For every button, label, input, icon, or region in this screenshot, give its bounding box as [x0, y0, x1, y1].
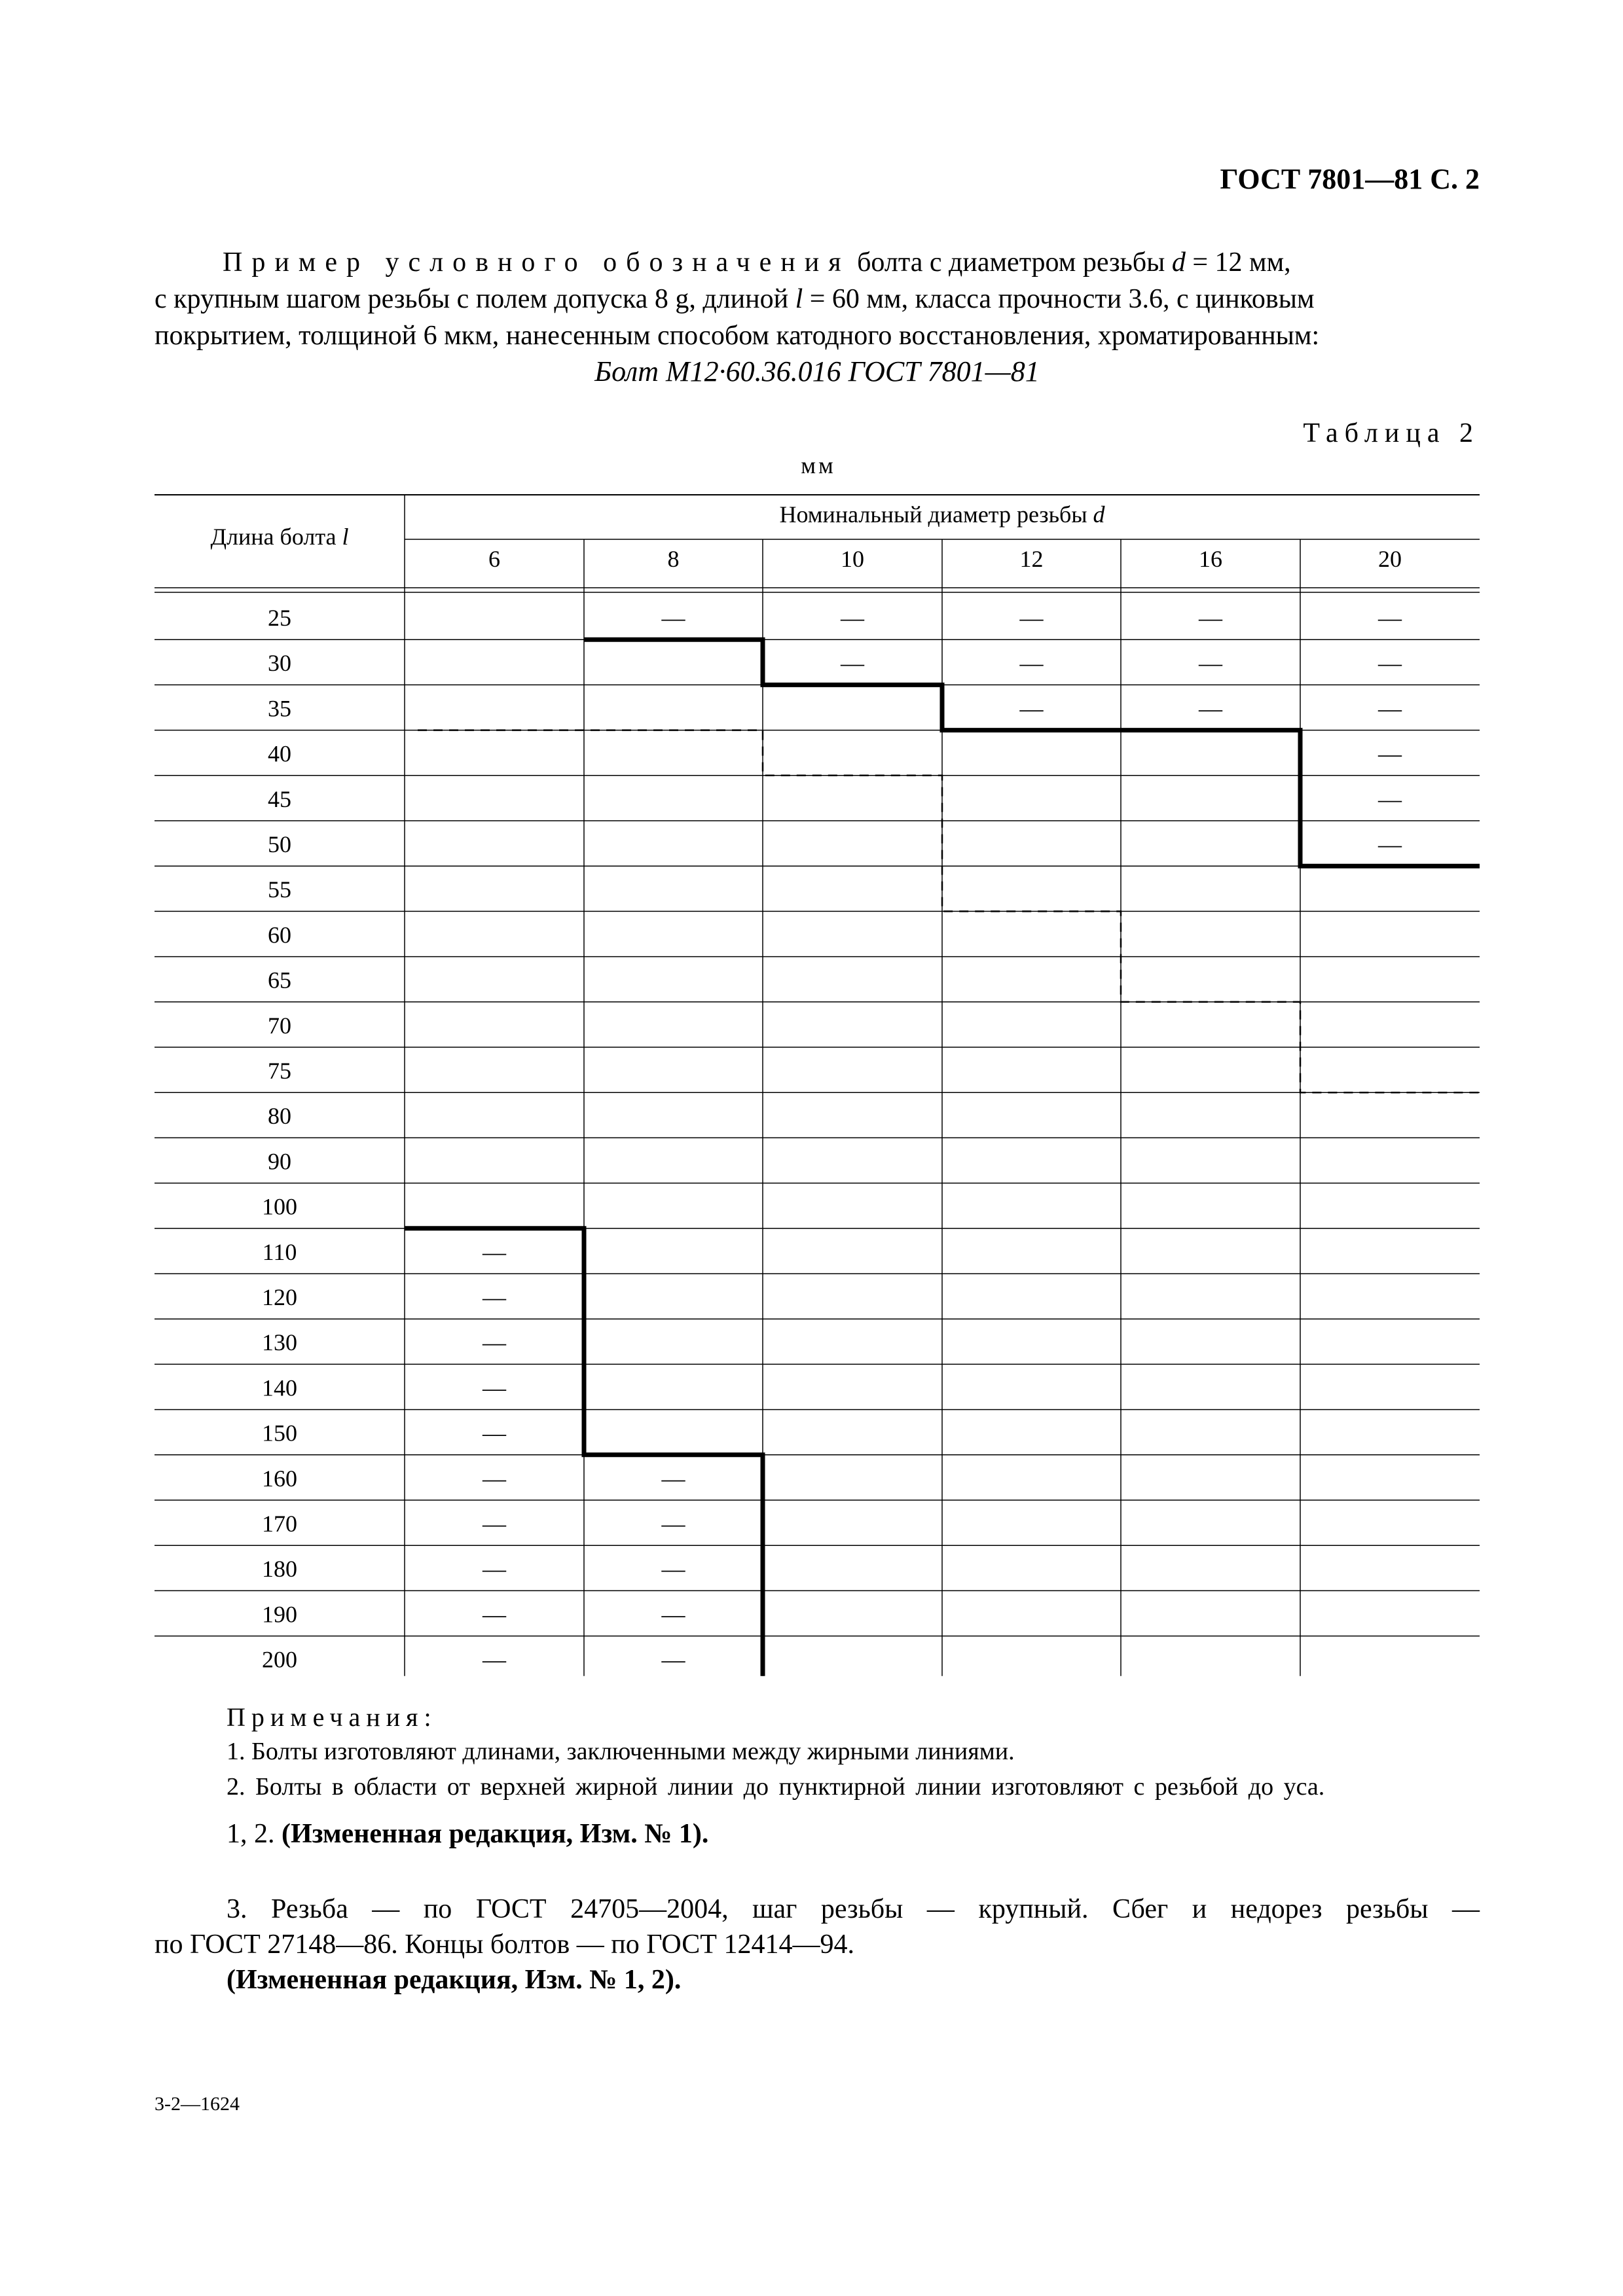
- intro-line-3: покрытием, толщиной 6 мкм, нанесенным способом катодного восстановления, хроматированным:: [155, 321, 1320, 351]
- column-header-d10: 10: [841, 546, 864, 572]
- length-cell-40: 40: [268, 740, 291, 767]
- dash-cell: —: [483, 1374, 506, 1401]
- dash-cell: —: [661, 1465, 685, 1492]
- length-cell-140: 140: [262, 1374, 297, 1401]
- length-cell-30: 30: [268, 650, 291, 677]
- length-cell-90: 90: [268, 1148, 291, 1175]
- note-2: 2. Болты в области от верхней жирной линии до пунктирной линии изготовляют с резьбой до уса.: [227, 1773, 1325, 1801]
- example-designation: Болт М12·60.36.016 ГОСТ 7801—81: [594, 355, 1040, 387]
- section-3-amendment: (Измененная редакция, Изм. № 1, 2).: [227, 1965, 682, 1995]
- dash-cell: —: [483, 1284, 506, 1310]
- dash-cell: —: [1378, 831, 1402, 857]
- dash-cell: —: [661, 1601, 685, 1628]
- intro-line2-b: = 60 мм, класса прочности 3.6, с цинковым: [809, 284, 1315, 314]
- column-header-d6: 6: [488, 546, 500, 572]
- dash-cell: —: [1199, 695, 1222, 722]
- dash-cell: —: [483, 1465, 506, 1492]
- dash-cell: —: [483, 1556, 506, 1583]
- l-variable: l: [795, 284, 803, 314]
- page-header: ГОСТ 7801—81 С. 2: [1220, 163, 1480, 195]
- length-cell-160: 160: [262, 1465, 297, 1492]
- dash-cell: —: [483, 1238, 506, 1265]
- length-cell-150: 150: [262, 1420, 297, 1446]
- length-cell-110: 110: [262, 1238, 297, 1265]
- intro-line2-a: с крупным шагом резьбы с полем допуска 8 g, длиной: [155, 284, 789, 314]
- dash-cell: —: [1199, 605, 1222, 631]
- dash-cell: —: [661, 605, 685, 631]
- length-cell-70: 70: [268, 1012, 291, 1039]
- column-group-header: Номинальный диаметр резьбы d: [779, 501, 1105, 528]
- dash-cell: —: [1378, 740, 1402, 767]
- note-1: 1. Болты изготовляют длинами, заключенными между жирными линиями.: [227, 1738, 1015, 1765]
- amendment-note: [227, 1818, 708, 1850]
- dash-cell: —: [661, 1646, 685, 1673]
- section-3-line-1-text: 3. Резьба — по ГОСТ 24705—2004, шаг резьбы — крупный. Сбег и недорез резьбы —: [227, 1894, 1480, 1924]
- length-cell-180: 180: [262, 1556, 297, 1583]
- length-cell-45: 45: [268, 785, 291, 812]
- length-cell-50: 50: [268, 831, 291, 857]
- column-header-d8: 8: [667, 546, 680, 572]
- amendment-prefix: 1, 2.: [227, 1819, 275, 1849]
- dash-cell: —: [483, 1329, 506, 1356]
- table-label: Таблица 2: [1303, 418, 1480, 448]
- column-header-d20: 20: [1378, 546, 1402, 572]
- length-cell-35: 35: [268, 695, 291, 722]
- length-cell-190: 190: [262, 1601, 297, 1628]
- length-cell-170: 170: [262, 1511, 297, 1537]
- dash-cell: —: [1019, 695, 1044, 722]
- section-3-line-2: по ГОСТ 27148—86. Концы болтов — по ГОСТ 12414—94.: [155, 1929, 854, 1960]
- dash-cell: —: [483, 1511, 506, 1537]
- dash-cell: —: [1378, 785, 1402, 812]
- column-header-d12: 12: [1019, 546, 1044, 572]
- dash-cell: —: [483, 1420, 506, 1446]
- table-unit: мм: [801, 452, 836, 478]
- dash-cell: —: [841, 650, 864, 677]
- dash-cell: —: [661, 1511, 685, 1537]
- dash-cell: —: [1378, 650, 1402, 677]
- dash-cell: —: [483, 1646, 506, 1673]
- length-cell-200: 200: [262, 1646, 297, 1673]
- intro-line1-rest: болта с диаметром резьбы: [857, 247, 1165, 278]
- d-value: = 12 мм,: [1192, 247, 1291, 278]
- d-variable: d: [1171, 247, 1186, 278]
- intro-lead: Пример условного обозначения: [223, 247, 850, 278]
- amendment-text: (Измененная редакция, Изм. № 1).: [282, 1819, 709, 1849]
- length-cell-120: 120: [262, 1284, 297, 1310]
- length-cell-130: 130: [262, 1329, 297, 1356]
- notes-title: Примечания:: [227, 1702, 437, 1732]
- dash-cell: —: [1378, 695, 1402, 722]
- length-cell-25: 25: [268, 605, 291, 631]
- dash-cell: —: [1019, 650, 1044, 677]
- column-header-d16: 16: [1199, 546, 1222, 572]
- dash-cell: —: [1199, 650, 1222, 677]
- length-cell-100: 100: [262, 1193, 297, 1220]
- length-cell-65: 65: [268, 967, 291, 994]
- page-footer: 3-2—1624: [155, 2093, 240, 2115]
- dash-cell: —: [1378, 605, 1402, 631]
- row-header: Длина болта l: [210, 524, 349, 550]
- length-cell-55: 55: [268, 876, 291, 903]
- length-cell-75: 75: [268, 1058, 291, 1084]
- dash-cell: —: [1019, 605, 1044, 631]
- length-cell-60: 60: [268, 922, 291, 948]
- dash-cell: —: [661, 1556, 685, 1583]
- dash-cell: —: [483, 1601, 506, 1628]
- dash-cell: —: [841, 605, 864, 631]
- length-cell-80: 80: [268, 1103, 291, 1130]
